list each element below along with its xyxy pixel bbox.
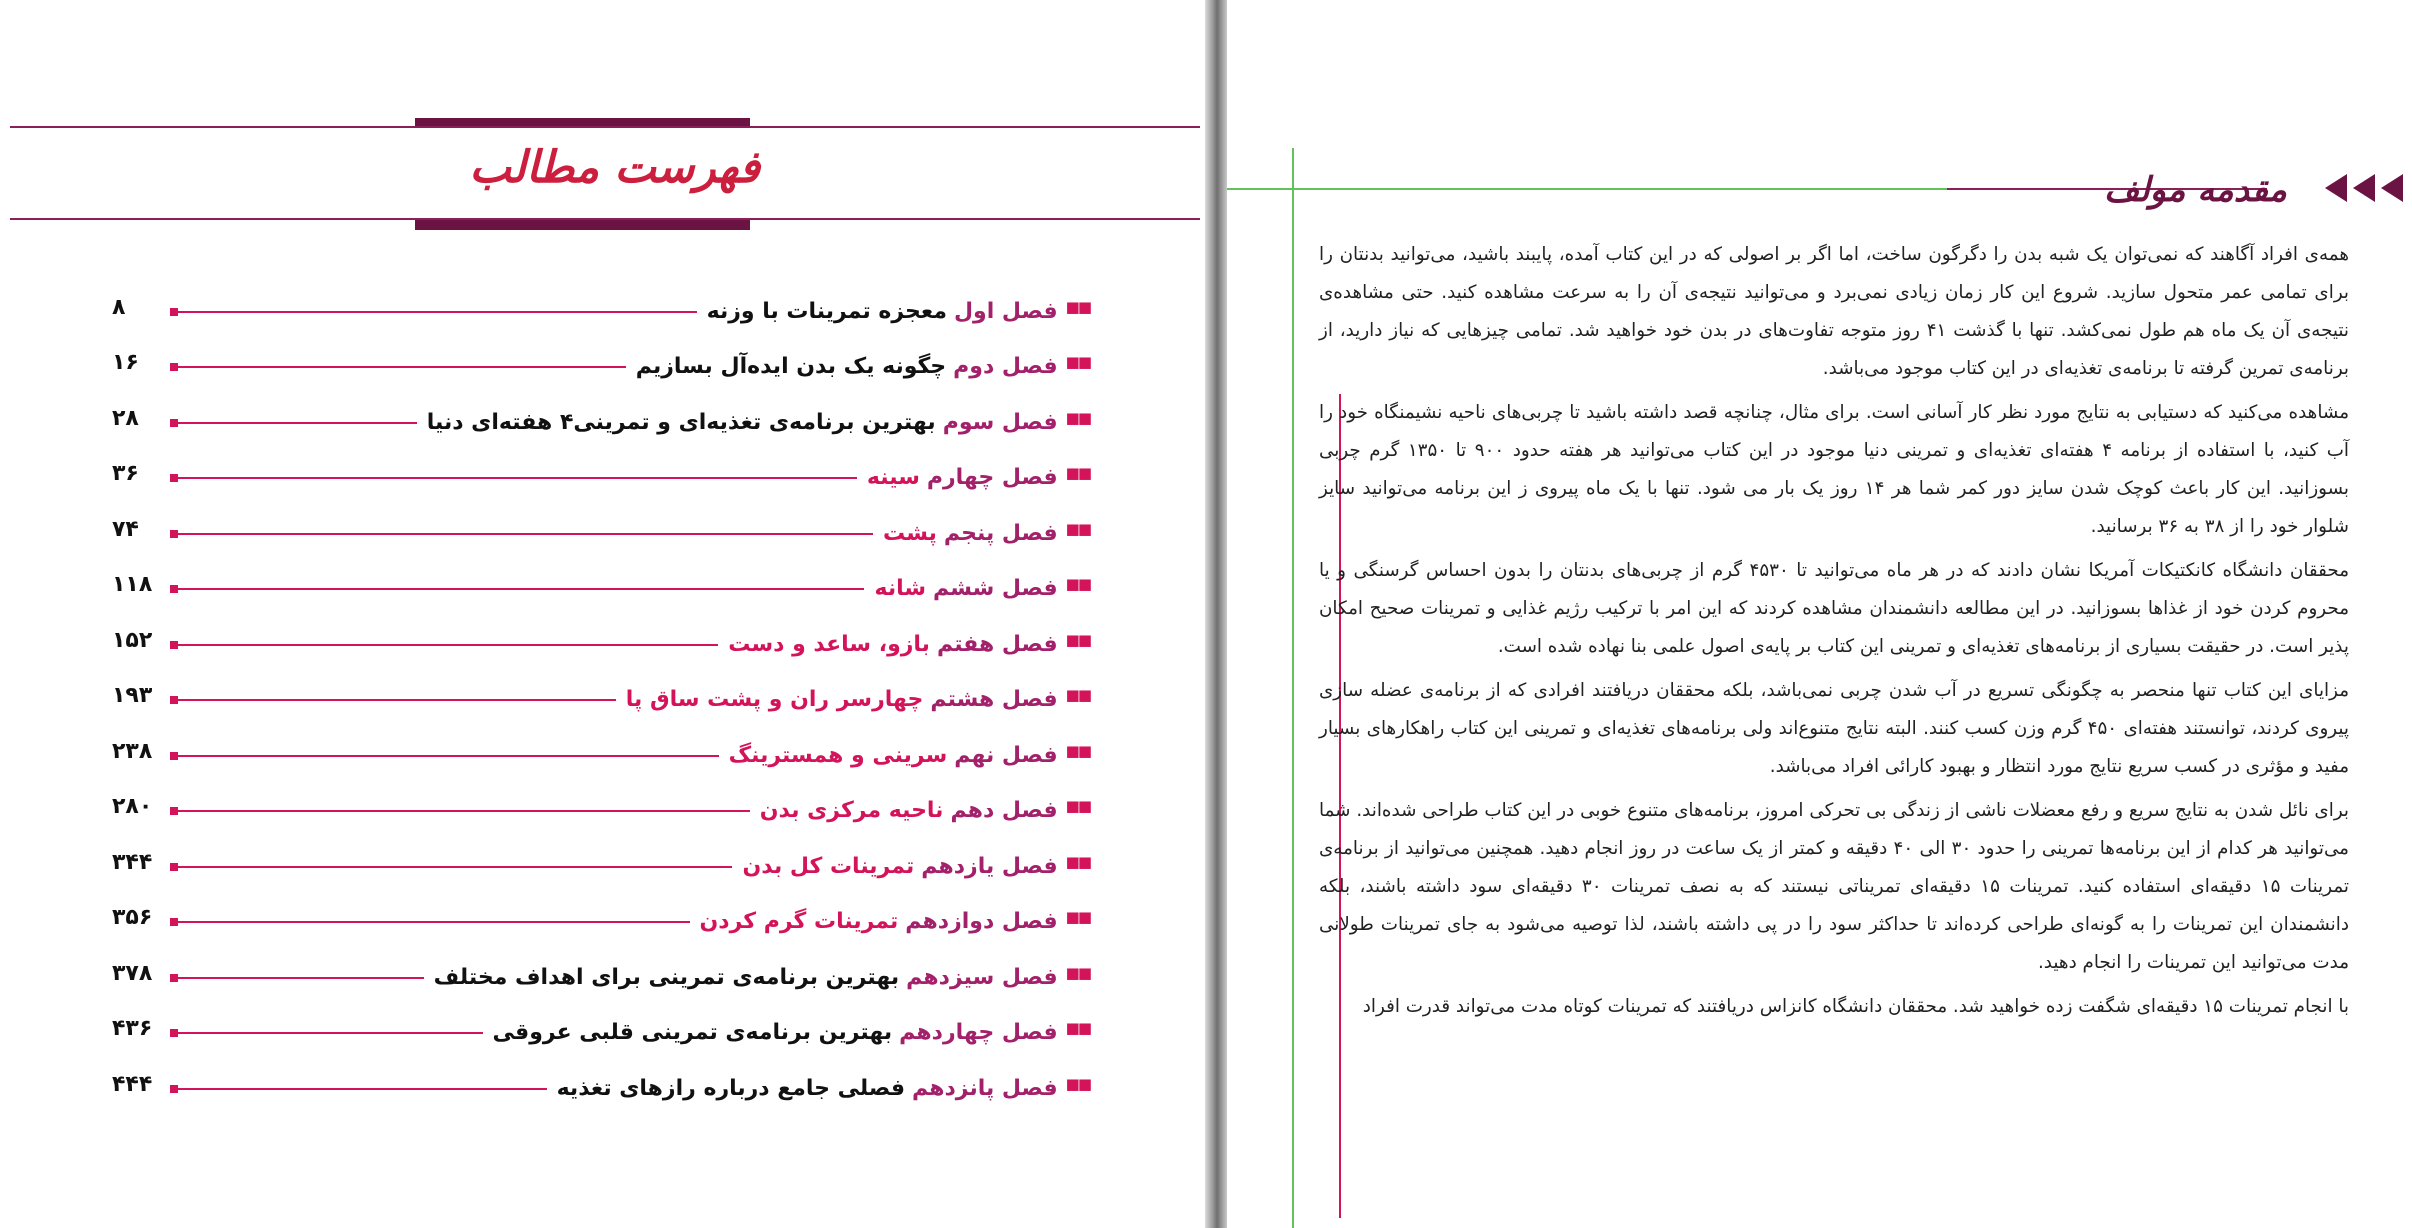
toc-chapter-title: چهارسر ران و پشت ساق پا bbox=[625, 687, 924, 712]
preface-body bbox=[1319, 236, 2349, 1032]
toc-bullet-icon: ■■ bbox=[1065, 797, 1090, 815]
toc-bullet-icon: ■■ bbox=[1065, 297, 1090, 316]
book-gutter bbox=[1205, 0, 1227, 1228]
toc-chapter-title: ناحیه مرکزی بدن bbox=[759, 798, 944, 823]
toc-leader-line bbox=[170, 810, 750, 812]
toc-row[interactable] bbox=[112, 435, 1090, 491]
toc-bullet-icon: ■■ bbox=[1065, 741, 1090, 760]
toc-page-number: ۳۴۴ bbox=[112, 849, 153, 875]
toc-leader-line bbox=[170, 866, 732, 868]
toc-bullet-icon: ■■ bbox=[1065, 852, 1090, 871]
toc-chapter-title: بازو، ساعد و دست bbox=[728, 631, 930, 657]
toc-page-number: ۱۱۸ bbox=[112, 572, 153, 597]
toc-bullet-icon: ■■ bbox=[1065, 630, 1090, 649]
toc-page-number: ۱۵۲ bbox=[112, 627, 153, 653]
preface-paragraph: مزایای این کتاب تنها منحصر به چگونگی تسریع در آب شدن چربی نمی‌باشد، بلکه محققان دریافتند افرادی که از برنامه‌ی عضله سازی پیروی کردند، توانستند هفته‌ای ۴۵۰ گرم وزن کسب کنند. البته نتایج متنوع‌اند ولی برنامه‌های تغذیه‌ای و تمرینی این کتاب راهکارهای بسیار مفید و مؤثری در کسب سریع نتایج مورد انتظار و بهبود کارائی افراد می‌باشد. bbox=[1319, 680, 2349, 777]
toc-leader-line bbox=[170, 977, 424, 979]
preface-page bbox=[1227, 0, 2412, 1228]
toc-page-number: ۷۴ bbox=[112, 516, 139, 542]
toc-page-number: ۲۸۰ bbox=[112, 794, 153, 819]
preface-paragraph: همه‌ی افراد آگاهند که نمی‌توان یک شبه بدن را دگرگون ساخت، اما اگر بر اصولی که در این کتاب آمده، پایبند باشید، می‌توانید بدنتان را برای تمامی عمر متحول سازید. شروع این کار زمان زیادی نمی‌برد و می‌توانید نتیجه‌ی آن را به سرعت مشاهده کنید. حتی مشاهده‌ی نتیجه‌ی آن یک ماه هم طول نمی‌کشد. تنها با گذشت ۴۱ روز متوجه تفاوت‌های در بدن خود خواهید شد. تمامی چیزهایی که نیاز دارید، از برنامه‌ی تمرین گرفته تا برنامه‌ی تغذیه‌ای در این کتاب موجود می‌باشد. bbox=[1319, 244, 2350, 379]
toc-list bbox=[112, 268, 1090, 1101]
toc-bullet-icon: ■■ bbox=[1065, 519, 1090, 538]
toc-row[interactable] bbox=[112, 879, 1090, 935]
toc-chapter-number: فصل چهارم bbox=[926, 465, 1058, 490]
toc-page-number: ۱۹۳ bbox=[112, 683, 153, 708]
toc-bullet-icon: ■■ bbox=[1065, 464, 1090, 482]
toc-chapter-number: فصل پنجم bbox=[943, 520, 1058, 546]
toc-title: فهرست مطالب bbox=[469, 142, 760, 193]
toc-page-number: ۴۳۶ bbox=[112, 1016, 153, 1041]
toc-bullet-icon: ■■ bbox=[1065, 408, 1090, 427]
toc-bullet-icon: ■■ bbox=[1065, 963, 1090, 982]
toc-chapter-number: فصل چهاردهم bbox=[899, 1020, 1058, 1045]
toc-bottom-thick-rule bbox=[415, 220, 750, 230]
preface-paragraph: با انجام تمرینات ۱۵ دقیقه‌ای شگفت زده خواهید شد. محققان دانشگاه کانزاس دریافتند که تمرینات کوتاه مدت می‌تواند قدرت افراد bbox=[1362, 996, 2349, 1017]
toc-page-number: ۲۸ bbox=[112, 405, 139, 431]
toc-chapter-title: شانه bbox=[874, 576, 926, 601]
toc-leader-line bbox=[170, 366, 626, 368]
toc-chapter-title: سینه bbox=[866, 465, 920, 490]
toc-page-number: ۱۶ bbox=[112, 350, 139, 375]
toc-row[interactable] bbox=[112, 712, 1090, 768]
toc-chapter-number: فصل یازدهم bbox=[921, 853, 1058, 879]
toc-chapter-title: سرینی و همسترینگ bbox=[728, 742, 948, 768]
toc-page-number: ۴۴۴ bbox=[112, 1071, 153, 1097]
green-guide-vertical bbox=[1292, 148, 1294, 1228]
preface-title: مقدمه مولف bbox=[2104, 170, 2287, 210]
toc-page-number: ۳۶ bbox=[112, 461, 139, 486]
toc-page-number: ۳۷۸ bbox=[112, 960, 153, 986]
toc-bullet-icon: ■■ bbox=[1065, 1019, 1090, 1037]
preface-arrows-icon bbox=[2319, 174, 2403, 208]
toc-chapter-title: معجزه تمرینات با وزنه bbox=[706, 298, 947, 324]
toc-row[interactable] bbox=[112, 823, 1090, 879]
toc-bullet-icon: ■■ bbox=[1065, 353, 1090, 371]
toc-bullet-icon: ■■ bbox=[1065, 686, 1090, 704]
preface-paragraph: برای نائل شدن به نتایج سریع و رفع معضلات ناشی از زندگی بی تحرکی امروز، برنامه‌های متنوع خوبی در این کتاب طراحی شده‌اند. شما می‌توانید هر کدام از این برنامه‌ها تمرینی را حدود ۳۰ الی ۴۰ دقیقه و کمتر از یک ساعت در روز انجام دهید. همچنین می‌توانید از برنامه‌ی تمرینات ۱۵ دقیقه‌ای استفاده کنید. تمرینات ۱۵ دقیقه‌ای تمریناتی نیستند که به نصف تمرینات ۳۰ دقیقه‌ای سود داشته باشند، بلکه دانشمندان این تمرینات را به گونه‌ای طراحی کرده‌اند تا حداکثر سود را در پی داشته باشند، لذا توصیه می‌شود به جای تمرینات طولانی مدت می‌توانید این تمرینات را انجام دهید. bbox=[1319, 800, 2349, 973]
toc-leader-line bbox=[170, 311, 697, 313]
toc-row[interactable] bbox=[112, 601, 1090, 657]
toc-chapter-title: تمرینات گرم کردن bbox=[699, 909, 899, 934]
toc-page bbox=[0, 0, 1205, 1228]
toc-leader-line bbox=[170, 477, 857, 479]
toc-page-number: ۲۳۸ bbox=[112, 738, 153, 764]
toc-leader-line bbox=[170, 588, 864, 590]
toc-chapter-number: فصل اول bbox=[953, 298, 1058, 324]
preface-paragraph: مشاهده می‌کنید که دستیابی به نتایج مورد نظر کار آسانی است. برای مثال، چنانچه قصد داشته باشید تا چربی‌های ناحیه نشیمنگاه خود را آب کنید، با استفاده از برنامه ۴ هفته‌ای تغذیه‌ای و تمرینی دنیا موجود در این کتاب می‌توانید هر هفته حدود ۹۰۰ تا ۱۳۵۰ گرم چربی بسوزانید. این کار باعث کوچک شدن سایز دور کمر شما هر ۱۴ روز یک بار می شود. تنها با یک ماه پیروی ز این برنامه می‌توانید سایز شلوار خود را از ۳۸ به ۳۶ برسانید. bbox=[1319, 402, 2349, 537]
toc-chapter-title: تمرینات کل بدن bbox=[742, 853, 915, 879]
toc-chapter-number: فصل سوم bbox=[942, 409, 1058, 435]
toc-chapter-title: بهترین برنامه‌ی تمرینی برای اهداف مختلف bbox=[433, 964, 900, 990]
toc-row[interactable] bbox=[112, 268, 1090, 324]
toc-chapter-number: فصل نهم bbox=[954, 742, 1058, 768]
toc-row[interactable] bbox=[112, 657, 1090, 713]
toc-row[interactable] bbox=[112, 324, 1090, 380]
toc-chapter-title: بهترین برنامه‌ی تغذیه‌ای و تمرینی۴ هفته‌ای دنیا bbox=[426, 409, 936, 435]
toc-page-number: ۸ bbox=[112, 294, 126, 320]
toc-leader-line bbox=[170, 699, 616, 701]
toc-leader-line bbox=[170, 1032, 483, 1034]
toc-row[interactable] bbox=[112, 990, 1090, 1046]
toc-bullet-icon: ■■ bbox=[1065, 908, 1090, 926]
toc-row[interactable] bbox=[112, 1045, 1090, 1101]
toc-top-rule bbox=[10, 126, 1200, 128]
toc-chapter-title: پشت bbox=[882, 520, 937, 546]
toc-chapter-number: فصل هفتم bbox=[936, 631, 1058, 657]
toc-chapter-title: بهترین برنامه‌ی تمرینی قلبی عروقی bbox=[492, 1020, 893, 1045]
toc-leader-line bbox=[170, 533, 873, 535]
toc-chapter-number: فصل ششم bbox=[932, 576, 1058, 601]
toc-leader-line bbox=[170, 921, 690, 923]
toc-row[interactable] bbox=[112, 768, 1090, 824]
green-guide-horizontal bbox=[1227, 188, 2027, 190]
preface-header bbox=[1947, 170, 2407, 215]
toc-row[interactable] bbox=[112, 379, 1090, 435]
toc-chapter-number: فصل پانزدهم bbox=[911, 1075, 1058, 1101]
toc-chapter-number: فصل دهم bbox=[950, 798, 1058, 823]
toc-chapter-number: فصل هشتم bbox=[930, 687, 1058, 712]
toc-header bbox=[0, 110, 1205, 240]
toc-row[interactable] bbox=[112, 934, 1090, 990]
toc-chapter-title: فصلی جامع درباره رازهای تغذیه bbox=[556, 1075, 905, 1101]
preface-paragraph: محققان دانشگاه کانکتیکات آمریکا نشان دادند که در هر ماه می‌توانید تا ۴۵۳۰ گرم از چربی‌های بدنتان را بدون احساس گرسنگی و یا محروم کردن خود از غذاها بسوزانید. در این مطالعه دانشمندان مشاهده کردند که این امر با ترکیب رژیم غذایی و تمرینات صحیح امکان پذیر است. در حقیقت بسیاری از برنامه‌های تغذیه‌ای و تمرینی این کتاب بر پایه‌ی اصول علمی بنا نهاده شده است. bbox=[1319, 560, 2349, 657]
toc-leader-line bbox=[170, 1088, 547, 1090]
toc-chapter-number: فصل دوم bbox=[953, 354, 1058, 379]
toc-bullet-icon: ■■ bbox=[1065, 575, 1090, 593]
toc-chapter-title: چگونه یک بدن ایده‌آل بسازیم bbox=[635, 354, 947, 379]
toc-bullet-icon: ■■ bbox=[1065, 1074, 1090, 1093]
toc-leader-line bbox=[170, 755, 719, 757]
toc-row[interactable] bbox=[112, 546, 1090, 602]
toc-leader-line bbox=[170, 644, 718, 646]
toc-leader-line bbox=[170, 422, 417, 424]
toc-page-number: ۳۵۶ bbox=[112, 905, 153, 930]
toc-row[interactable] bbox=[112, 490, 1090, 546]
toc-chapter-number: فصل دوازدهم bbox=[905, 909, 1058, 934]
toc-chapter-number: فصل سیزدهم bbox=[906, 964, 1058, 990]
